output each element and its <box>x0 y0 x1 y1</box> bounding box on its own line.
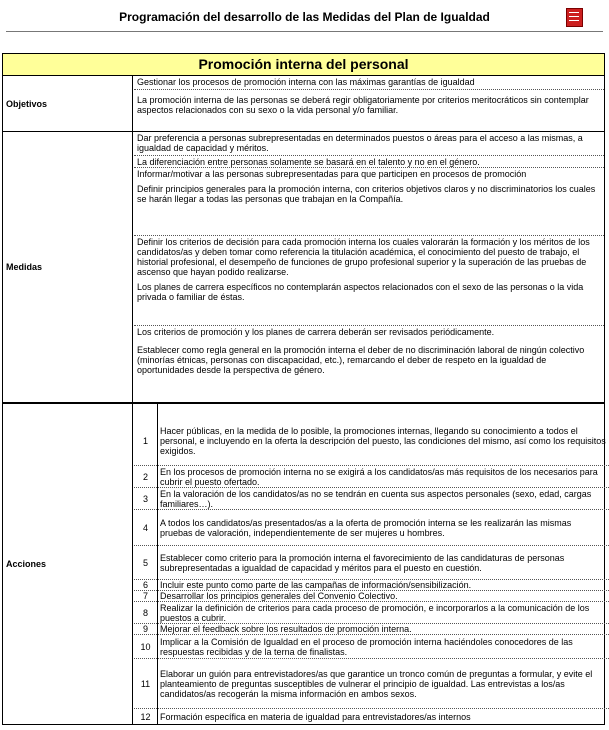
accion-text: En los procesos de promoción interna no se exigirá a los candidatos/as más requisitos de los necesarios para cubrir el puesto ofertado. <box>160 466 598 487</box>
accion-number: 10 <box>140 641 151 652</box>
medidas-cells <box>134 132 604 402</box>
accion-number: 4 <box>142 522 148 533</box>
medida-text: Definir principios generales para la promoción interna, con criterios objetivos claros y no discriminatorios los cuales se harán llegar a todas las personas que trabajan en la Compañía. <box>137 184 596 204</box>
accion-row <box>134 416 609 466</box>
medida-item <box>134 132 604 156</box>
accion-number: 6 <box>142 580 148 590</box>
objetivo-text: Gestionar los procesos de promoción interna con las máximas garantías de igualdad <box>137 77 475 87</box>
accion-row <box>134 635 609 659</box>
acciones-label <box>3 404 133 724</box>
medida-text: La diferenciación entre personas solamente se basará en el talento y no en el género. <box>137 157 480 167</box>
accion-row <box>134 488 609 510</box>
medida-text: Informar/motivar a las personas subrepresentadas para que participen en procesos de promoción <box>137 169 527 179</box>
accion-row <box>134 602 609 624</box>
accion-row <box>134 659 609 709</box>
objetivos-cells <box>134 76 604 131</box>
accion-text: Desarrollar los principios generales del Convenio Colectivo. <box>160 591 398 601</box>
accion-text: Realizar la definición de criterios para cada proceso de promoción, e incorporarlos a la comunicación de los puestos a cubrir. <box>160 602 590 623</box>
accion-number: 1 <box>142 435 148 446</box>
section-title: Promoción interna del personal <box>3 54 604 76</box>
medidas-label <box>3 132 133 402</box>
accion-row <box>134 709 609 724</box>
medida-item <box>134 168 604 236</box>
medida-item <box>134 326 604 402</box>
accion-number: 12 <box>140 711 151 722</box>
accion-row <box>134 624 609 635</box>
accion-text: A todos los candidatos/as presentados/as a la oferta de promoción interna se les realizarán las mismas pruebas de valoración, independientemente de ser mujeres u hombres. <box>160 517 572 538</box>
page-title: Programación del desarrollo de las Medidas del Plan de Igualdad <box>119 10 490 24</box>
accion-number: 11 <box>140 678 151 689</box>
medida-text: Los planes de carrera específicos no contemplarán aspectos relacionados con el sexo de las personas o la vida privada o familiar de éstas. <box>137 282 584 302</box>
objetivos-label-text: Objetivos <box>6 98 48 109</box>
accion-text: Formación específica en materia de igualdad para entrevistadores/as internos <box>160 711 471 722</box>
accion-number: 9 <box>142 624 148 634</box>
acciones-rows <box>134 404 604 724</box>
page-header <box>6 5 603 32</box>
accion-number: 2 <box>142 471 148 482</box>
accion-row <box>134 546 609 580</box>
accion-text: Hacer públicas, en la medida de lo posible, la promociones internas, llegando su conocimiento a todos el personal, e incluyendo en la oferta la descripción del puesto, las condiciones del mismo, así como los requisitos exigidos. <box>160 425 606 456</box>
accion-row <box>134 580 609 591</box>
medida-text: Definir los criterios de decisión para cada promoción interna los cuales valorarán la formación y los méritos de los candidatos/as y deben tomar como referencia la titulación académica, el conocimiento del puesto de trabajo, el historial profesional, el desempeño de funciones de grupo profesional superior y la superación de las pruebas de ascenso que hayan podido realizarse. <box>137 237 590 277</box>
accion-number: 3 <box>142 493 148 504</box>
medidas-label-text: Medidas <box>6 262 43 272</box>
objetivos-label <box>3 76 133 131</box>
objetivo-item <box>134 76 604 90</box>
acciones-label-text: Acciones <box>6 559 47 569</box>
company-logo-icon <box>566 8 583 27</box>
accion-row <box>134 466 609 488</box>
objetivo-item <box>134 90 604 131</box>
accion-text: Elaborar un guión para entrevistadores/as que garantice un tronco común de preguntas a formular, y evite el planteamiento de preguntas susceptibles de vulnerar el principio de igualdad. Las entrevistas a los/as candidatos/as recogerán la misma información en ambos sexos. <box>160 668 593 699</box>
accion-number: 5 <box>142 557 148 568</box>
medida-item <box>134 236 604 326</box>
accion-text: Implicar a la Comisión de Igualdad en el proceso de promoción interna haciéndoles conocedores de las respuestas recibidas y de la terna de finalistas. <box>160 636 573 657</box>
promotion-table <box>2 53 605 725</box>
medida-text: Los criterios de promoción y los planes de carrera deberán ser revisados periódicamente. <box>137 327 495 337</box>
accion-text: Establecer como criterio para la promoción interna el favorecimiento de las candidaturas de personas subrepresentadas a igualdad de capacidad y méritos para el puesto en cuestión. <box>160 552 565 573</box>
accion-text: En la valoración de los candidatos/as no se tendrán en cuenta sus aspectos personales (sexo, edad, cargas familiares…). <box>160 488 592 509</box>
accion-text: Incluir este punto como parte de las campañas de información/sensibilización. <box>160 580 472 590</box>
accion-text: Mejorar el feedback sobre los resultados de promoción interna. <box>160 624 412 634</box>
accion-row <box>134 510 609 546</box>
accion-number: 7 <box>142 591 148 601</box>
accion-row <box>134 591 609 602</box>
medida-item <box>134 156 604 168</box>
objetivo-text: La promoción interna de las personas se deberá regir obligatoriamente por criterios meritocráticos sin contemplar aspectos relacionados con su sexo o la vida personal y/o familiar. <box>137 95 589 115</box>
medida-text: Dar preferencia a personas subrepresentadas en determinados puestos o áreas para el acceso a las mismas, a igualdad de capacidad y méritos. <box>137 133 583 153</box>
accion-number: 8 <box>142 607 148 618</box>
medida-text: Establecer como regla general en la promoción interna el deber de no discriminación laboral de ningún colectivo (minorías étnicas, personas con discapacidad, etc.), remarcando el deber de respeto en la igualdad de oportunidades desde la perspectiva de género. <box>137 345 585 375</box>
